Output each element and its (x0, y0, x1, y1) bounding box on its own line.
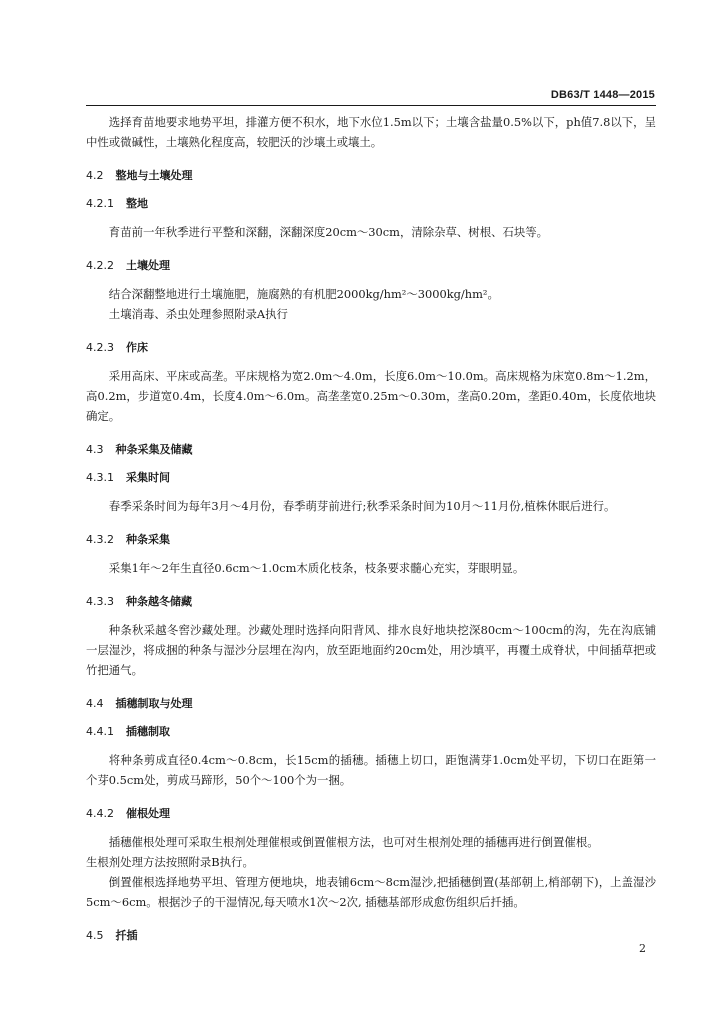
paragraph: 结合深翻整地进行土壤施肥，施腐熟的有机肥2000kg/hm²～3000kg/hm²。 (108, 287, 499, 301)
section-title: 插穗制取 (126, 725, 170, 738)
paragraph: 春季采条时间为每年3月～4月份，春季萌芽前进行;秋季采条时间为10月～11月份,植株休眠后进行。 (108, 499, 616, 513)
section-title: 整地 (126, 197, 148, 210)
paragraph: 育苗前一年秋季进行平整和深翻，深翻深度20cm～30cm，清除杂草、树根、石块等。 (108, 225, 549, 239)
section-number: 4.2.1 (86, 197, 114, 210)
paragraph: 倒置催根选择地势平坦、管理方便地块，地表铺6cm～8cm湿沙,把插穗倒置(基部朝上,梢部朝下)，上盖湿沙5cm～6cm。根据沙子的干湿情况,每天喷水1次～2次, 插穗基部形成愈伤组织后扦插。 (86, 875, 656, 909)
section-title: 种条采集 (126, 533, 170, 546)
section-number: 4.4.2 (86, 807, 114, 820)
document-body (86, 112, 656, 954)
section-heading (86, 722, 656, 742)
section-number: 4.5 (86, 929, 104, 942)
page-number: 2 (639, 942, 646, 955)
section-heading (86, 440, 656, 460)
section-heading (86, 166, 656, 186)
paragraph: 将种条剪成直径0.4cm～0.8cm，长15cm的插穗。插穗上切口，距饱满芽1.0cm处平切，下切口在距第一个芽0.5cm处，剪成马蹄形，50个～100个为一捆。 (86, 753, 656, 787)
section-title: 种条采集及储藏 (115, 443, 193, 456)
section-number: 4.4.1 (86, 725, 114, 738)
paragraph: 选择育苗地要求地势平坦，排灌方便不积水，地下水位1.5m以下；土壤含盐量0.5%以下，ph值7.8以下，呈中性或微碱性，土壤熟化程度高，较肥沃的沙壤土或壤土。 (86, 115, 656, 149)
section-number: 4.3.2 (86, 533, 114, 546)
section-number: 4.2 (86, 169, 104, 182)
section-heading (86, 804, 656, 824)
section-number: 4.4 (86, 697, 104, 710)
section-number: 4.3.3 (86, 595, 114, 608)
section-title: 土壤处理 (126, 259, 170, 272)
paragraph: 土壤消毒、杀虫处理参照附录A执行 (108, 307, 288, 321)
section-number: 4.2.3 (86, 341, 114, 354)
section-title: 采集时间 (126, 471, 170, 484)
section-heading (86, 468, 656, 488)
paragraph: 插穗催根处理可采取生根剂处理催根或倒置催根方法，也可对生根剂处理的插穗再进行倒置催根。 (108, 835, 599, 849)
paragraph: 种条秋采越冬窖沙藏处理。沙藏处理时选择向阳背风、排水良好地块挖深80cm～100cm的沟，先在沟底铺一层湿沙，将成捆的种条与湿沙分层埋在沟内，放至距地面约20cm处，用沙填平，再覆土成脊状，中间插草把或竹把通气。 (86, 623, 656, 677)
section-heading (86, 194, 656, 214)
section-title: 种条越冬储藏 (126, 595, 192, 608)
section-title: 催根处理 (126, 807, 170, 820)
section-heading (86, 530, 656, 550)
paragraph: 生根剂处理方法按照附录B执行。 (86, 855, 254, 869)
section-title: 插穗制取与处理 (115, 697, 193, 710)
section-title: 扦插 (115, 929, 138, 942)
section-title: 作床 (126, 341, 148, 354)
paragraph: 采集1年～2年生直径0.6cm～1.0cm木质化枝条，枝条要求髓心充实，芽眼明显。 (108, 561, 525, 575)
section-heading (86, 592, 656, 612)
section-number: 4.3.1 (86, 471, 114, 484)
section-title: 整地与土壤处理 (115, 169, 193, 182)
paragraph: 采用高床、平床或高垄。平床规格为宽2.0m～4.0m，长度6.0m～10.0m。高床规格为床宽0.8m～1.2m，高0.2m，步道宽0.4m，长度4.0m～6.0m。高垄垄宽0.25m～0.30m，垄高0.20m，垄距0.40m，长度依地块确定。 (86, 369, 656, 423)
section-heading (86, 338, 656, 358)
section-heading (86, 256, 656, 276)
section-heading (86, 694, 656, 714)
section-number: 4.3 (86, 443, 104, 456)
section-number: 4.2.2 (86, 259, 114, 272)
section-heading (86, 926, 656, 946)
header-rule (86, 105, 656, 106)
standard-code: DB63/T 1448—2015 (550, 89, 655, 101)
